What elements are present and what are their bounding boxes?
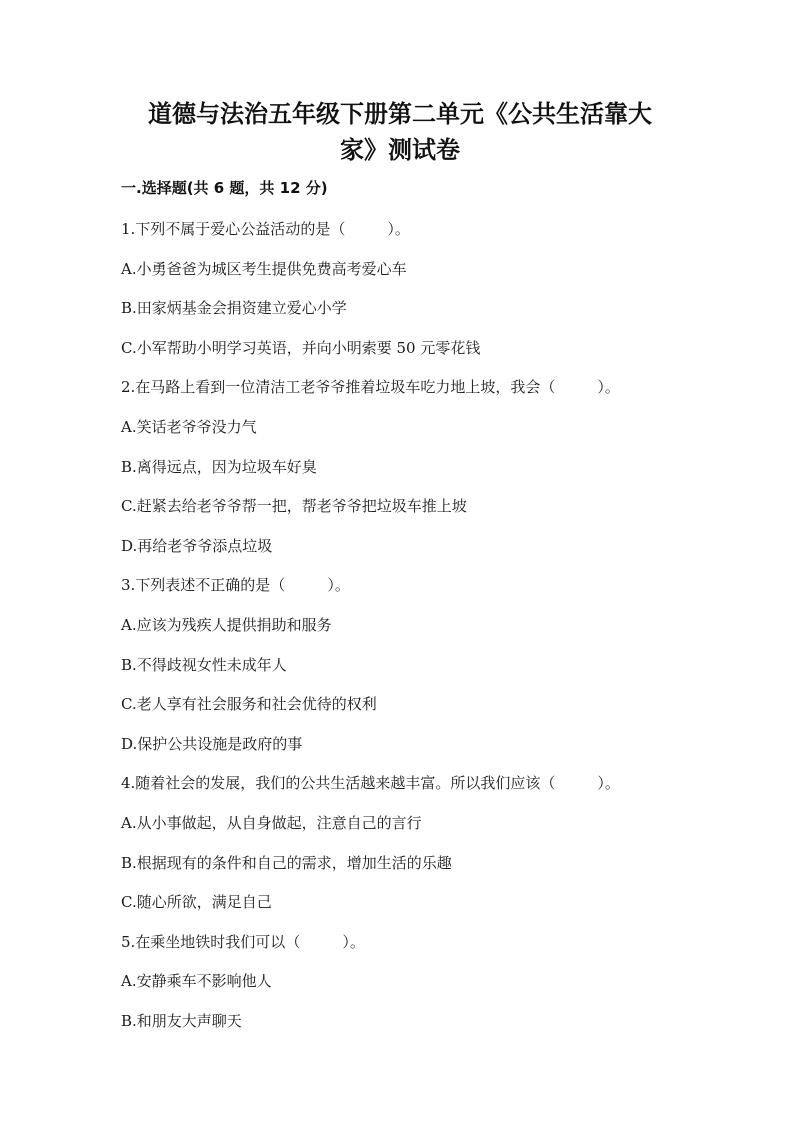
exam-title-line-2: 家》测试卷 [340, 136, 460, 164]
question-4-option-b: B.根据现有的条件和自己的需求，增加生活的乐趣 [121, 853, 452, 872]
question-2-stem-text: 2.在马路上看到一位清洁工老爷爷推着垃圾车吃力地上坡，我会（ [121, 378, 556, 397]
question-4-stem-text: 4.随着社会的发展，我们的公共生活越来越丰富。所以我们应该（ [121, 774, 556, 793]
question-2-stem-end: ）。 [597, 378, 620, 397]
section-heading: 一.选择题(共 6 题，共 12 分) [121, 179, 328, 197]
question-4-option-c: C.随心所欲，满足自己 [121, 893, 272, 912]
question-3-option-d: D.保护公共设施是政府的事 [121, 734, 303, 753]
question-2-option-a: A.笑话老爷爷没力气 [121, 417, 257, 436]
question-5-stem-end: ）。 [342, 932, 365, 951]
question-1-stem-end: ）。 [387, 220, 410, 238]
question-3-stem [121, 575, 721, 615]
exam-title [120, 96, 680, 168]
question-3-option-c: C.老人享有社会服务和社会优待的权利 [121, 695, 377, 714]
question-5-stem [121, 932, 721, 972]
question-1-option-c: C.小军帮助小明学习英语，并向小明索要 50 元零花钱 [121, 338, 481, 357]
question-4-option-a: A.从小事做起，从自身做起，注意自己的言行 [121, 813, 422, 832]
question-3-option-b: B.不得歧视女性未成年人 [121, 655, 287, 674]
question-list [121, 219, 721, 1050]
question-1-option-a: A.小勇爸爸为城区考生提供免费高考爱心车 [121, 259, 407, 278]
question-1-option-b: B.田家炳基金会捐资建立爱心小学 [121, 299, 347, 318]
question-5-option-b: B.和朋友大声聊天 [121, 1011, 242, 1030]
question-3-stem-end: ）。 [327, 576, 350, 595]
question-1-stem [121, 219, 721, 259]
exam-title-line-1: 道德与法治五年级下册第二单元《公共生活靠大 [148, 100, 652, 128]
question-1-stem-text: 1.下列不属于爱心公益活动的是（ [121, 220, 346, 238]
question-5-stem-text: 5.在乘坐地铁时我们可以（ [121, 932, 301, 951]
question-3-option-a: A.应该为残疾人提供捐助和服务 [121, 615, 332, 634]
question-4-stem [121, 773, 721, 813]
question-4-stem-end: ）。 [597, 774, 620, 793]
question-2-option-b: B.离得远点，因为垃圾车好臭 [121, 457, 317, 476]
question-5-option-a: A.安静乘车不影响他人 [121, 972, 272, 991]
question-2-option-d: D.再给老爷爷添点垃圾 [121, 536, 273, 555]
question-2-stem [121, 377, 721, 417]
question-2-option-c: C.赶紧去给老爷爷帮一把，帮老爷爷把垃圾车推上坡 [121, 497, 467, 516]
question-3-stem-text: 3.下列表述不正确的是（ [121, 576, 286, 595]
